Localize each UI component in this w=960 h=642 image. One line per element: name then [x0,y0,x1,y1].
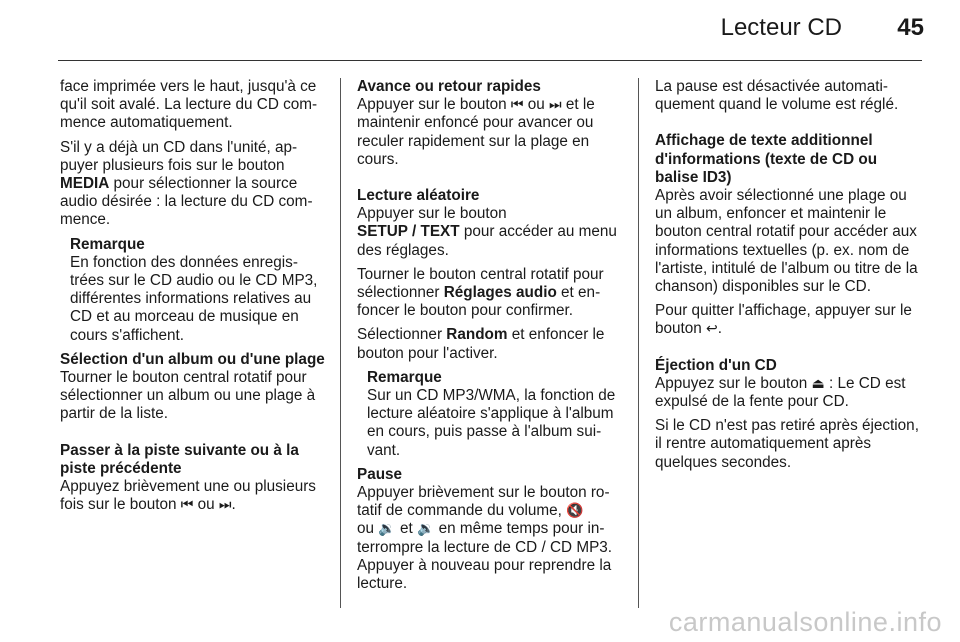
text: : Le CD est expulsé de la fente pour CD. [655,374,906,411]
section-heading: Lecture aléatoire [357,187,480,205]
setup-text-button-label: SETUP / TEXT [357,223,460,241]
paragraph [357,484,625,593]
previous-track-icon: ⏮ [510,97,524,114]
paragraph: Tourner le bouton central rotatif pour sélectionner un album ou une plage à partir de la liste. [60,369,316,423]
page-number: 45 [897,14,924,41]
text: Tourner le bouton central rotatif pour sélectionner [357,265,604,302]
next-track-icon: ⏭ [218,497,232,514]
text: Appuyez sur le bouton [655,374,812,392]
text: et [395,520,417,538]
text: Appuyer sur le bouton [357,96,511,114]
paragraph [357,205,625,260]
eject-icon: ⏏ [811,375,825,392]
text: Appuyer brièvement sur le bouton rotatif de commande du volume, [357,484,610,520]
section-heading: Sélection d'un album ou d'une plage [60,350,325,368]
next-track-icon: ⏭ [549,97,562,114]
page-title: Lecteur CD [720,14,842,41]
section-heading: Affichage de texte additionnel d'informations (texte de CD ou balise ID3) [655,132,878,186]
volume-up-icon: 🔉 [378,521,396,538]
text: S'il y a déjà un CD dans l'unité, appuyer plusieurs fois sur le bouton [60,138,298,174]
volume-down-icon: 🔉 [416,521,435,538]
text: ou [357,520,379,538]
paragraph: Après avoir sélectionné une plage ou un album, enfoncer et maintenir le bouton central rotatif pour accéder aux informations textuelles (p. ex. nom de l'artiste, intitulé de l'album ou titre de la chanson) disponibles sur le CD. [655,187,918,296]
note-box [60,236,326,345]
paragraph: Si le CD n'est pas retiré après éjection, il rentre automatiquement après quelques secondes. [655,417,919,471]
text: Appuyer sur le bouton [357,205,507,223]
column-divider-2 [638,78,639,608]
note-title: Remarque [367,368,442,386]
page-header [0,0,960,56]
paragraph [655,375,923,411]
media-button-label: MEDIA [60,175,110,193]
paragraph [655,302,923,338]
text: ou [523,96,550,114]
section-heading: Avance ou retour rapides [357,78,541,95]
previous-track-icon: ⏮ [180,497,194,514]
section-heading: Passer à la piste suivante ou à la piste précédente [60,441,299,477]
note-text: Sur un CD MP3/WMA, la fonction de lecture aléatoire s'applique à l'album en cours, puis passe à l'album suivant. [367,387,616,459]
header-divider [58,60,922,61]
text: et le maintenir enfoncé pour avancer ou reculer rapidement sur la plage en cours. [357,96,595,168]
note-box [357,369,625,460]
text: en même temps pour interrompre la lecture de CD / CD MP3. Appuyer à nouveau pour reprendre la lecture. [357,520,613,593]
back-icon: ↩ [706,321,718,338]
mute-icon: 🔇 [566,503,584,520]
text: Pour quitter l'affichage, appuyer sur le bouton [655,302,912,338]
column-1 [60,78,326,520]
random-label: Random [446,326,508,344]
paragraph [60,139,326,230]
text: . [717,320,723,338]
text: et enfoncer le bouton pour l'activer. [357,326,605,362]
text: pour accéder au menu des réglages. [357,223,617,259]
text: pour sélectionner la source audio désirée : la lecture du CD commence. [60,175,313,229]
column-2 [357,78,625,599]
note-title: Remarque [70,235,145,253]
paragraph: La pause est désactivée automatiquement quand le volume est réglé. [655,78,899,114]
text: Appuyez brièvement une ou plusieurs fois sur le bouton [60,478,316,514]
paragraph: face imprimée vers le haut, jusqu'à ce qu'il soit avalé. La lecture du CD commence automatiquement. [60,78,318,132]
watermark: carmanualsonline.info [668,607,942,637]
paragraph [357,266,625,321]
column-3 [655,78,923,478]
section-heading: Pause [357,465,403,483]
column-divider-1 [340,78,341,608]
text: Sélectionner [357,326,447,344]
paragraph [60,478,326,514]
text: et enfoncer le bouton pour confirmer. [357,284,601,320]
text: ou [193,496,219,514]
note-text: En fonction des données enregistrées sur le CD audio ou le CD MP3, différentes informations relatives au CD et au morceau de musique en cours s'affichent. [70,253,318,344]
paragraph [357,96,625,169]
text: . [231,496,236,514]
audio-settings-label: Réglages audio [443,284,557,302]
section-heading: Éjection d'un CD [655,356,777,374]
paragraph [357,326,625,362]
